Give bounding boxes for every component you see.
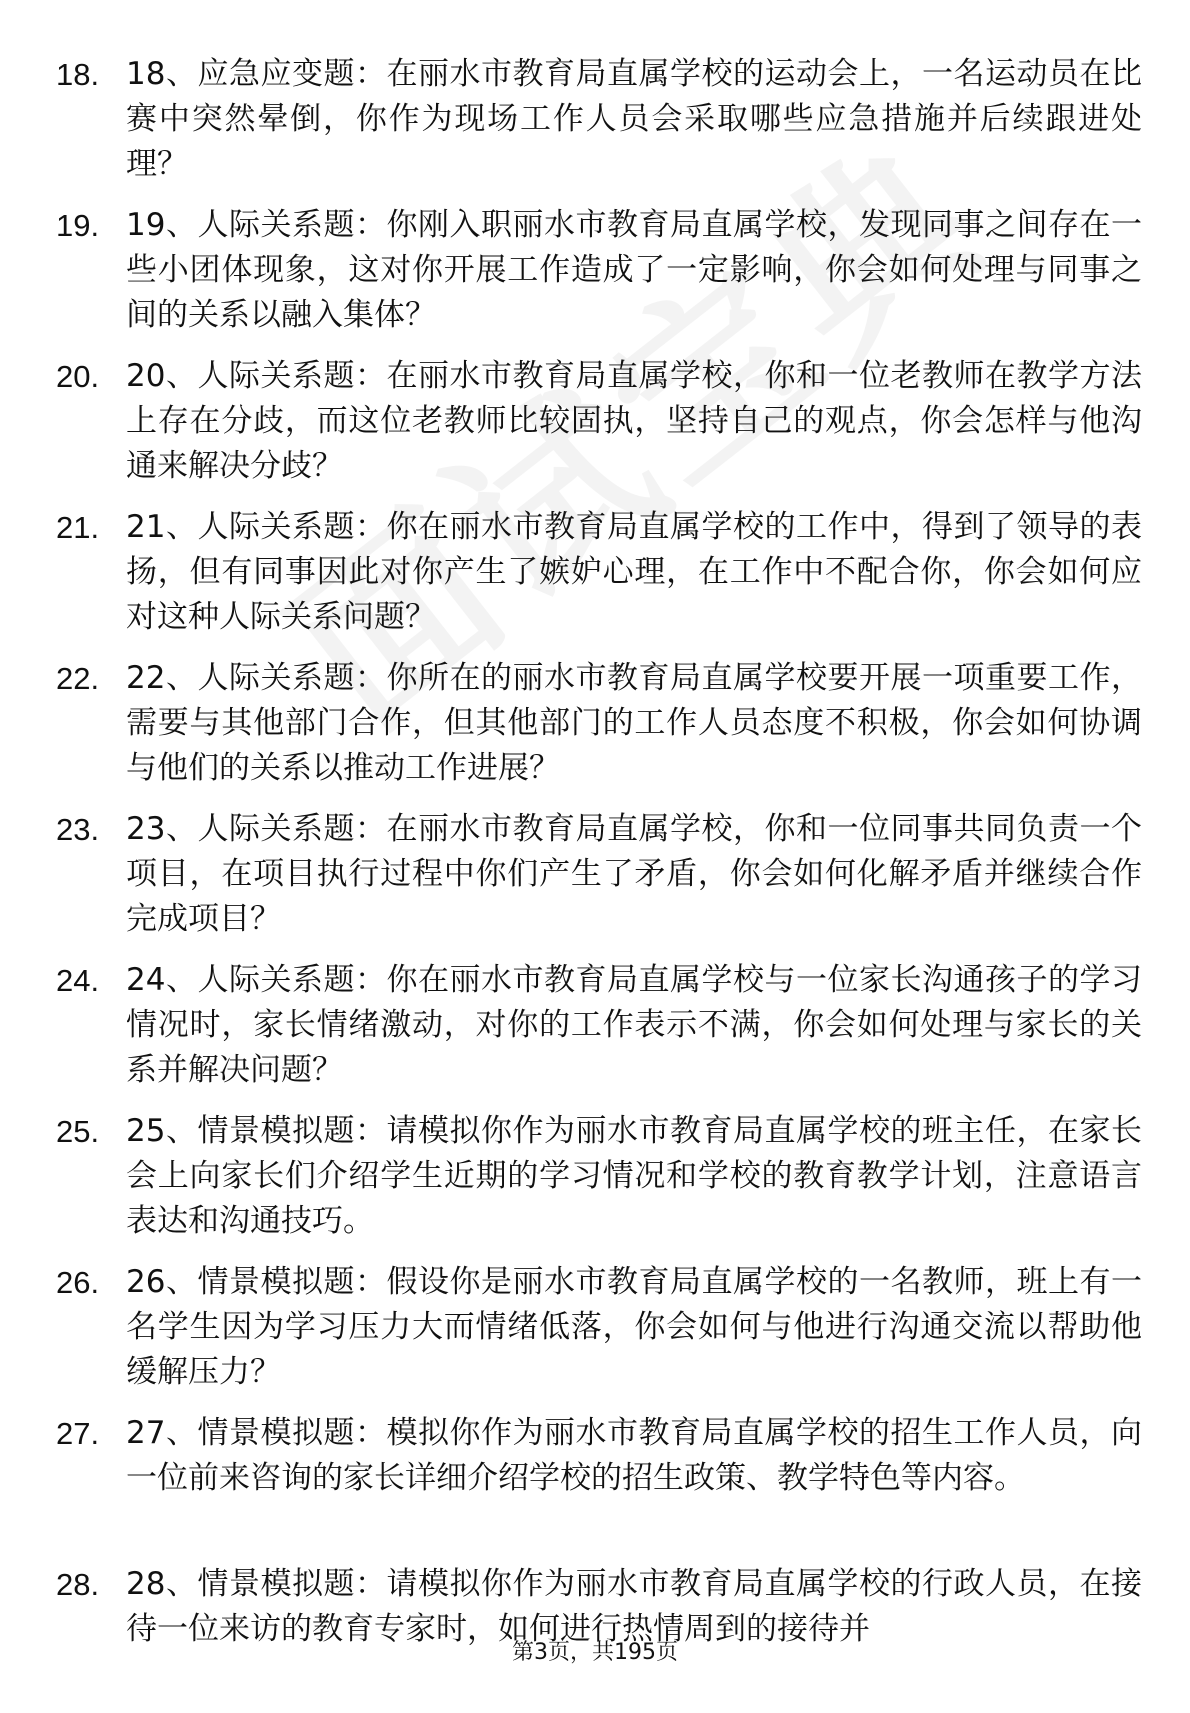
question-list <box>0 52 1190 1713</box>
question-item-28 <box>0 1562 1190 1697</box>
question-item-18 <box>0 52 1190 187</box>
question-item-23 <box>0 807 1190 942</box>
question-number: 24. <box>56 963 100 998</box>
question-item-21 <box>0 505 1190 640</box>
question-number: 22. <box>56 661 100 696</box>
question-item-27 <box>0 1411 1190 1546</box>
question-number: 21. <box>56 510 100 545</box>
question-number: 23. <box>56 812 100 847</box>
question-item-20 <box>0 354 1190 489</box>
question-number: 18. <box>56 57 100 92</box>
question-number: 19. <box>56 208 100 243</box>
question-text: 28、情景模拟题：请模拟你作为丽水市教育局直属学校的行政人员，在接待一位来访的教育专家时，如何进行热情周到的接待并 <box>126 1566 1142 1647</box>
question-number: 27. <box>56 1416 100 1451</box>
question-text: 18、应急应变题：在丽水市教育局直属学校的运动会上，一名运动员在比赛中突然晕倒，你作为现场工作人员会采取哪些应急措施并后续跟进处理？ <box>126 56 1142 182</box>
question-text: 21、人际关系题：你在丽水市教育局直属学校的工作中，得到了领导的表扬，但有同事因此对你产生了嫉妒心理，在工作中不配合你，你会如何应对这种人际关系问题？ <box>126 509 1142 635</box>
question-number: 26. <box>56 1265 100 1300</box>
question-text: 27、情景模拟题：模拟你作为丽水市教育局直属学校的招生工作人员，向一位前来咨询的家长详细介绍学校的招生政策、教学特色等内容。 <box>126 1415 1142 1496</box>
question-text: 24、人际关系题：你在丽水市教育局直属学校与一位家长沟通孩子的学习情况时，家长情绪激动，对你的工作表示不满，你会如何处理与家长的关系并解决问题？ <box>126 962 1142 1088</box>
question-number: 25. <box>56 1114 100 1149</box>
question-text: 23、人际关系题：在丽水市教育局直属学校，你和一位同事共同负责一个项目，在项目执行过程中你们产生了矛盾，你会如何化解矛盾并继续合作完成项目？ <box>126 811 1142 937</box>
question-item-22 <box>0 656 1190 791</box>
page-footer: 第3页，共195页 <box>512 1640 678 1665</box>
question-number: 20. <box>56 359 100 394</box>
question-text: 22、人际关系题：你所在的丽水市教育局直属学校要开展一项重要工作，需要与其他部门合作，但其他部门的工作人员态度不积极，你会如何协调与他们的关系以推动工作进展？ <box>126 660 1142 786</box>
question-text: 20、人际关系题：在丽水市教育局直属学校，你和一位老教师在教学方法上存在分歧，而这位老教师比较固执，坚持自己的观点，你会怎样与他沟通来解决分歧？ <box>126 358 1142 484</box>
question-text: 26、情景模拟题：假设你是丽水市教育局直属学校的一名教师，班上有一名学生因为学习压力大而情绪低落，你会如何与他进行沟通交流以帮助他缓解压力？ <box>126 1264 1142 1390</box>
question-item-25 <box>0 1109 1190 1244</box>
question-item-24 <box>0 958 1190 1093</box>
question-item-19 <box>0 203 1190 338</box>
question-number: 28. <box>56 1567 100 1602</box>
question-text: 25、情景模拟题：请模拟你作为丽水市教育局直属学校的班主任，在家长会上向家长们介绍学生近期的学习情况和学校的教育教学计划，注意语言表达和沟通技巧。 <box>126 1113 1142 1239</box>
question-text: 19、人际关系题：你刚入职丽水市教育局直属学校，发现同事之间存在一些小团体现象，这对你开展工作造成了一定影响，你会如何处理与同事之间的关系以融入集体？ <box>126 207 1142 333</box>
question-item-26 <box>0 1260 1190 1395</box>
